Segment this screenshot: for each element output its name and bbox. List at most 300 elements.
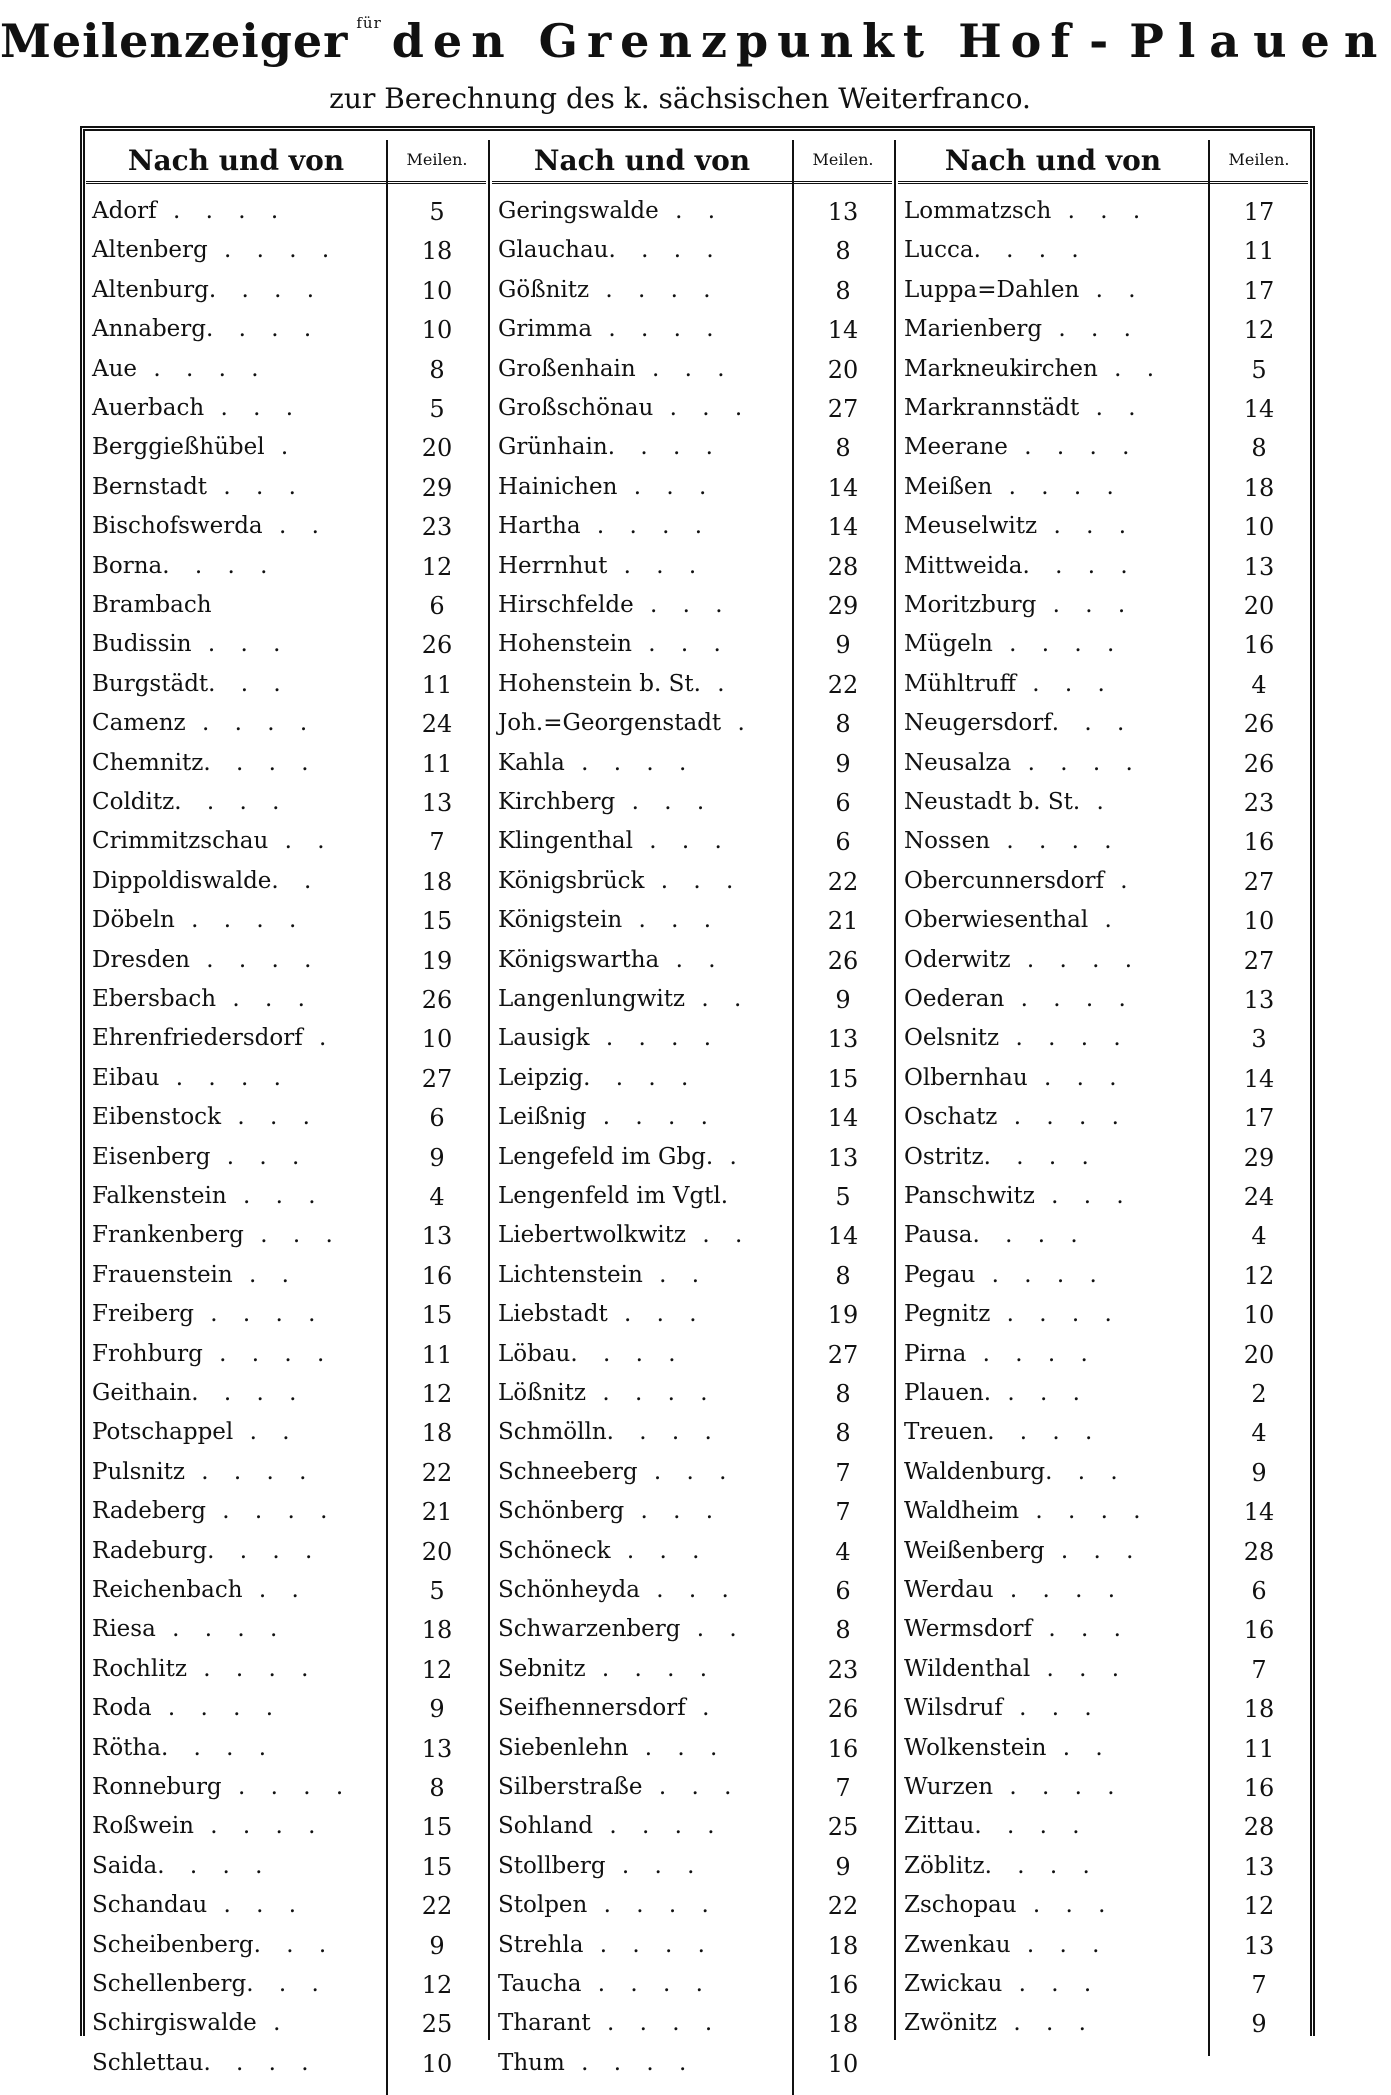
leader-dots: . .	[232, 1261, 298, 1288]
meilen-value: 6	[835, 1577, 851, 1605]
place-name	[904, 2010, 1095, 2036]
meilen-value: 7	[1251, 1655, 1267, 1684]
place-name-text: Camenz	[92, 710, 186, 737]
place-name	[904, 1380, 1089, 1406]
meilen-value: 12	[1243, 1261, 1275, 1290]
page-subtitle: zur Berechnung des k. sächsischen Weiterfranco.	[329, 82, 1031, 115]
meilen-value: 13	[827, 198, 859, 226]
leader-dots: . . . .	[208, 276, 324, 303]
place-name	[904, 1735, 1112, 1761]
place-name	[904, 947, 1141, 973]
leader-dots: . . . .	[589, 276, 720, 303]
leader-dots: . . . .	[190, 946, 321, 973]
place-name-text: Schmölln	[498, 1419, 607, 1446]
meilen-value: 10	[421, 2049, 453, 2078]
place-name	[92, 2010, 289, 2036]
place-name	[498, 277, 720, 303]
place-name-text: Altenburg	[92, 276, 209, 303]
meilen-value: 16	[827, 1734, 859, 1763]
place-name	[92, 1498, 336, 1524]
meilen-value: 13	[1243, 552, 1275, 581]
place-name	[92, 553, 276, 579]
leader-dots: . . . .	[1004, 986, 1135, 1012]
place-name	[92, 1774, 352, 1800]
leader-dots: . . .	[632, 828, 731, 855]
leader-dots: . . .	[207, 1892, 306, 1919]
place-name-text: Stollberg	[498, 1852, 606, 1879]
meilen-value: 7	[835, 1774, 851, 1802]
place-name	[498, 513, 711, 539]
meilen-value: 7	[1251, 1971, 1267, 1999]
meilen-value: 13	[421, 1734, 453, 1763]
place-name	[498, 1892, 718, 1918]
leader-dots: . .	[680, 1616, 746, 1643]
leader-dots: . . . .	[999, 1025, 1130, 1052]
place-name	[498, 750, 695, 776]
place-name	[498, 1301, 706, 1327]
place-name-text: Siebenlehn	[498, 1734, 629, 1761]
leader-dots: . . . .	[583, 1064, 698, 1091]
meilen-value: 6	[429, 1104, 445, 1133]
column-header	[492, 140, 892, 184]
place-name-text: Pulsnitz	[92, 1458, 185, 1485]
place-name-text: Frankenberg	[92, 1222, 244, 1249]
leader-dots: .	[264, 434, 298, 461]
meilen-value: 13	[827, 1025, 859, 1054]
leader-dots: . . .	[1045, 1458, 1127, 1485]
leader-dots: . . . .	[966, 1340, 1097, 1367]
meilen-value: 20	[421, 434, 453, 463]
place-name	[904, 1932, 1108, 1958]
meilen-value: 18	[827, 2010, 859, 2039]
leader-dots: .	[302, 1025, 336, 1052]
place-name-text: Joh.=Georgenstadt	[498, 710, 722, 737]
leader-dots: . .	[1097, 355, 1164, 382]
place-name-text: Chemnitz	[92, 749, 204, 776]
meilen-value: 14	[1243, 395, 1275, 423]
place-name-text: Radeberg	[92, 1498, 206, 1525]
leader-dots: . .	[658, 198, 725, 224]
leader-dots: . . .	[246, 1971, 328, 1997]
place-name	[904, 277, 1145, 303]
place-name	[92, 1419, 299, 1445]
place-name-text: Seifhennersdorf	[498, 1695, 686, 1722]
place-name-text: Strehla	[498, 1931, 584, 1958]
meilen-value: 18	[421, 867, 453, 896]
title-word-meilenzeiger: Meilenzeiger	[0, 14, 349, 68]
header-nach-und-von: Nach und von	[944, 144, 1162, 177]
place-name-text: Klingenthal	[498, 828, 633, 855]
meilen-value: 19	[421, 946, 453, 975]
place-name-text: Bischofswerda	[92, 513, 263, 540]
meilen-value: 15	[421, 907, 453, 936]
meilen-value: 6	[1251, 1577, 1267, 1605]
meilen-value: 3	[1251, 1025, 1267, 1054]
place-name-text: Eisenberg	[92, 1143, 211, 1170]
leader-dots: . .	[271, 867, 321, 894]
place-name-text: Mittweida	[904, 552, 1023, 579]
place-name-text: Königsbrück	[498, 867, 645, 894]
meilen-value: 5	[429, 395, 445, 423]
meilen-value: 16	[1243, 631, 1275, 660]
place-name	[92, 907, 305, 933]
place-name	[904, 513, 1135, 539]
meilen-value: 24	[421, 710, 453, 739]
meilen-value: 16	[421, 1261, 453, 1290]
place-name	[92, 1813, 325, 1839]
place-name	[92, 1695, 282, 1721]
column-header	[898, 140, 1308, 184]
leader-dots: . . .	[243, 1222, 342, 1249]
place-name-text: Kahla	[498, 749, 565, 776]
place-name	[904, 1774, 1124, 1800]
place-name-text: Schellenberg	[92, 1971, 247, 1997]
place-name	[904, 1813, 1089, 1839]
place-name	[498, 1065, 697, 1091]
place-name-text: Hirschfelde	[498, 592, 634, 618]
place-name-text: Grünhain	[498, 434, 608, 461]
place-name-text: Ostritz	[904, 1143, 984, 1170]
place-name	[904, 1341, 1097, 1367]
header-meilen: Meilen.	[812, 150, 874, 169]
leader-dots: . . . .	[205, 1498, 337, 1525]
place-name-text: Ehrenfriedersdorf	[92, 1025, 303, 1052]
meilen-value: 12	[1243, 316, 1275, 345]
place-name-text: Großschönau	[498, 395, 654, 421]
place-name-text: Hainichen	[498, 473, 618, 500]
leader-dots: . . .	[607, 1301, 706, 1328]
place-name-text: Hohenstein	[498, 631, 632, 658]
leader-dots: . . .	[1042, 316, 1140, 343]
leader-dots: . . .	[1027, 1064, 1126, 1091]
place-name	[498, 553, 705, 579]
meilen-value: 8	[429, 355, 445, 384]
place-name-text: Tharant	[498, 2010, 591, 2037]
meilen-value: 12	[421, 1655, 453, 1684]
place-name-text: Sohland	[498, 1813, 594, 1840]
leader-dots: . . . .	[585, 1655, 717, 1682]
meilen-value: 9	[429, 1931, 445, 1960]
place-name-text: Schönberg	[498, 1498, 625, 1525]
place-name-text: Oschatz	[904, 1104, 998, 1131]
meilen-value: 14	[827, 473, 859, 502]
place-name	[904, 1144, 1098, 1170]
meilen-value: 26	[827, 946, 859, 975]
place-name	[498, 2050, 695, 2076]
leader-dots: . . . .	[580, 513, 712, 540]
place-name	[904, 1892, 1114, 1918]
place-name	[92, 1616, 286, 1642]
meilen-value: 12	[1243, 1892, 1275, 1921]
leader-dots: . . . .	[151, 1695, 283, 1722]
place-name-text: Zittau	[904, 1813, 975, 1840]
leader-dots: . . . .	[157, 1852, 272, 1879]
meilen-value: 13	[1243, 1852, 1275, 1881]
meilen-value: 12	[421, 1971, 453, 1999]
leader-dots: . . .	[644, 867, 743, 894]
meilen-value: 14	[827, 513, 859, 542]
leader-dots: . . .	[642, 1774, 741, 1800]
place-name	[92, 671, 290, 697]
leader-dots: . . .	[1034, 1183, 1133, 1209]
meilen-value: 10	[827, 2049, 859, 2078]
meilen-value: 5	[1251, 355, 1267, 384]
leader-dots: . . . .	[586, 1380, 717, 1406]
leader-dots: . . . .	[589, 1025, 721, 1052]
place-name	[904, 198, 1149, 224]
meilen-value: 12	[421, 1380, 453, 1408]
meilen-value: 10	[1243, 907, 1275, 936]
place-name	[498, 631, 730, 657]
place-name-text: Pausa	[904, 1222, 973, 1249]
place-name	[904, 1459, 1127, 1485]
place-name-text: Schwarzenberg	[498, 1616, 681, 1643]
leader-dots: . .	[233, 1419, 299, 1446]
place-name-text: Thum	[498, 2049, 565, 2076]
place-name-text: Eibenstock	[92, 1104, 222, 1131]
meilen-value: 9	[835, 631, 851, 660]
leader-dots: . . . .	[1019, 1498, 1150, 1525]
place-name-text: Geringswalde	[498, 198, 659, 224]
meilen-value: 15	[421, 1301, 453, 1330]
place-name	[904, 750, 1142, 776]
place-name-text: Obercunnersdorf	[904, 867, 1104, 894]
place-name	[498, 1695, 718, 1721]
leader-dots: . . .	[631, 631, 730, 658]
place-name	[92, 1656, 317, 1682]
leader-dots: . .	[242, 1577, 308, 1603]
place-name	[498, 434, 722, 460]
place-name	[904, 356, 1163, 382]
leader-dots: . . . .	[162, 552, 277, 579]
leader-dots: . . . .	[191, 1380, 306, 1406]
meilen-value: 14	[1243, 1498, 1275, 1527]
meilen-value: 24	[1243, 1183, 1275, 1211]
place-name	[498, 1104, 717, 1130]
place-name	[92, 356, 268, 382]
meilen-value: 8	[835, 1380, 851, 1408]
place-name	[92, 1144, 308, 1170]
place-name-text: Saida	[92, 1852, 158, 1879]
place-name	[498, 789, 713, 815]
place-name	[498, 986, 750, 1012]
leader-dots: . . . .	[997, 1104, 1128, 1131]
meilen-value: 22	[421, 1892, 453, 1921]
leader-dots: . . .	[207, 473, 305, 500]
meilen-value: 5	[429, 198, 445, 226]
place-name	[498, 671, 734, 697]
leader-dots: . . . .	[174, 789, 289, 815]
place-name	[904, 868, 1137, 894]
place-name-text: Meißen	[904, 473, 993, 500]
place-name	[904, 1498, 1150, 1524]
meilen-value: 28	[1243, 1537, 1275, 1566]
leader-dots: . . .	[653, 395, 752, 421]
place-name	[904, 1971, 1100, 1997]
place-name	[92, 395, 302, 421]
leader-dots: . . . .	[570, 1340, 685, 1367]
place-name	[92, 474, 305, 500]
meilen-value: 8	[835, 710, 851, 739]
name-value-divider	[792, 184, 794, 2095]
place-name-text: Wurzen	[904, 1774, 994, 1800]
place-name-text: Zwönitz	[904, 2010, 998, 2037]
leader-dots: .	[700, 670, 734, 697]
place-name	[92, 1341, 333, 1367]
meilen-value: 15	[421, 1813, 453, 1842]
place-name	[92, 277, 323, 303]
place-name	[904, 907, 1121, 933]
leader-dots: . . . .	[990, 828, 1121, 855]
place-name-text: Wilsdruf	[904, 1695, 1003, 1722]
leader-dots: . . . .	[1011, 749, 1142, 776]
leader-dots: . . .	[615, 789, 714, 815]
leader-dots: . . . .	[593, 1813, 724, 1840]
meilen-value: 18	[827, 1931, 859, 1960]
meilen-value: 20	[827, 355, 859, 384]
meilen-value: 9	[835, 986, 851, 1014]
place-name	[498, 1853, 704, 1879]
leader-dots: . . . .	[137, 355, 268, 382]
leader-dots: . . . .	[992, 473, 1123, 500]
place-name	[904, 1616, 1130, 1642]
leader-dots: . . .	[610, 1537, 709, 1564]
place-name	[498, 316, 723, 342]
meilen-value: 20	[1243, 592, 1275, 620]
meilen-value: 8	[835, 1419, 851, 1448]
place-name	[92, 1459, 315, 1485]
meilen-value: 26	[421, 986, 453, 1014]
place-name	[498, 1222, 751, 1248]
place-name-text: Panschwitz	[904, 1183, 1035, 1209]
leader-dots: . . . .	[564, 2049, 696, 2076]
leader-dots: . . . .	[1022, 552, 1137, 579]
place-name	[498, 710, 754, 736]
meilen-value: 18	[421, 1419, 453, 1448]
leader-dots: . . .	[204, 395, 303, 421]
meilen-value: 8	[835, 1616, 851, 1645]
leader-dots: . . .	[1051, 198, 1150, 224]
place-name	[904, 631, 1123, 657]
place-name-text: Falkenstein	[92, 1183, 227, 1209]
place-name	[904, 434, 1138, 460]
meilen-value: 11	[1243, 237, 1275, 266]
meilen-value: 2	[1251, 1380, 1267, 1408]
column-separator	[488, 140, 490, 2040]
leader-dots: . .	[1046, 1734, 1112, 1761]
place-name	[92, 1183, 325, 1209]
leader-dots: . . . .	[203, 749, 318, 776]
leader-dots: . . .	[997, 2010, 1095, 2037]
meilen-value: 4	[1251, 1222, 1267, 1251]
place-name-text: Dresden	[92, 946, 190, 973]
meilen-value: 6	[835, 789, 851, 817]
place-name-text: Oberwiesenthal	[904, 907, 1089, 934]
place-name-text: Rötha	[92, 1734, 161, 1761]
meilen-value: 25	[421, 2010, 453, 2039]
place-name-text: Roßwein	[92, 1813, 194, 1840]
meilen-value: 5	[429, 1577, 445, 1605]
place-name-text: Schöneck	[498, 1537, 611, 1564]
place-name-text: Oederan	[904, 986, 1005, 1012]
place-name-text: Nossen	[904, 828, 991, 855]
place-name-text: Hohenstein b. St.	[498, 670, 701, 697]
meilen-value: 17	[1243, 276, 1275, 305]
place-name	[92, 316, 320, 342]
place-name-text: Borna	[92, 552, 163, 579]
meilen-value: 20	[1243, 1340, 1275, 1369]
place-name-text: Meerane	[904, 434, 1008, 461]
place-name	[92, 789, 288, 815]
leader-dots: . . . .	[174, 907, 306, 934]
place-name-text: Pirna	[904, 1340, 967, 1367]
place-name	[92, 592, 212, 618]
meilen-value: 14	[827, 1104, 859, 1133]
meilen-value: 6	[835, 828, 851, 857]
place-name	[92, 1301, 324, 1327]
place-name-text: Schneeberg	[498, 1458, 638, 1485]
leader-dots: . . . .	[159, 1064, 290, 1091]
name-value-divider	[386, 184, 388, 2095]
meilen-value: 8	[835, 276, 851, 305]
meilen-value: 26	[1243, 710, 1275, 739]
leader-dots: . . . .	[987, 1419, 1102, 1446]
leader-dots: . . .	[639, 1577, 738, 1603]
place-name	[498, 1419, 721, 1445]
place-name-text: Crimmitzschau	[92, 828, 269, 855]
column-separator	[894, 140, 896, 2040]
meilen-value: 11	[421, 1340, 453, 1369]
leader-dots: . . . .	[184, 1458, 316, 1485]
meilen-value: 13	[421, 789, 453, 817]
place-name-text: Lausigk	[498, 1025, 590, 1052]
place-name-text: Ronneburg	[92, 1774, 222, 1800]
leader-dots: . . . .	[581, 1971, 712, 1997]
meilen-value: 23	[827, 1655, 859, 1684]
leader-dots: . . .	[617, 473, 716, 500]
place-name-text: Ebersbach	[92, 986, 217, 1012]
leader-dots: . . . .	[973, 237, 1088, 264]
place-name	[904, 1853, 1099, 1879]
meilen-value: 27	[1243, 946, 1275, 975]
place-name	[92, 1735, 275, 1761]
leader-dots: . .	[659, 946, 725, 973]
leader-dots: . . . .	[193, 1301, 325, 1328]
place-name-text: Potschappel	[92, 1419, 234, 1446]
place-name-text: Großenhain	[498, 355, 636, 382]
table-column-1	[86, 140, 486, 2078]
leader-dots: . . .	[1016, 1892, 1115, 1919]
meilen-value: 16	[827, 1971, 859, 1999]
meilen-value: 4	[1251, 1419, 1267, 1448]
place-name-text: Zschopau	[904, 1892, 1017, 1919]
place-name	[498, 356, 734, 382]
place-name-text: Pegnitz	[904, 1301, 991, 1328]
place-name-text: Taucha	[498, 1971, 582, 1997]
place-name-text: Neugersdorf	[904, 710, 1052, 737]
leader-dots: . . .	[637, 1458, 736, 1485]
leader-dots: . . . .	[221, 1774, 353, 1800]
meilen-value: 10	[421, 1025, 453, 1054]
meilen-value: 16	[1243, 1616, 1275, 1645]
place-name-text: Schandau	[92, 1892, 208, 1919]
leader-dots: . . . .	[993, 1577, 1125, 1603]
place-name	[92, 198, 287, 224]
place-name-text: Kirchberg	[498, 789, 616, 815]
place-name-text: Mühltruff	[904, 670, 1016, 697]
leader-dots: . .	[1079, 276, 1145, 303]
leader-dots: .	[721, 710, 754, 737]
